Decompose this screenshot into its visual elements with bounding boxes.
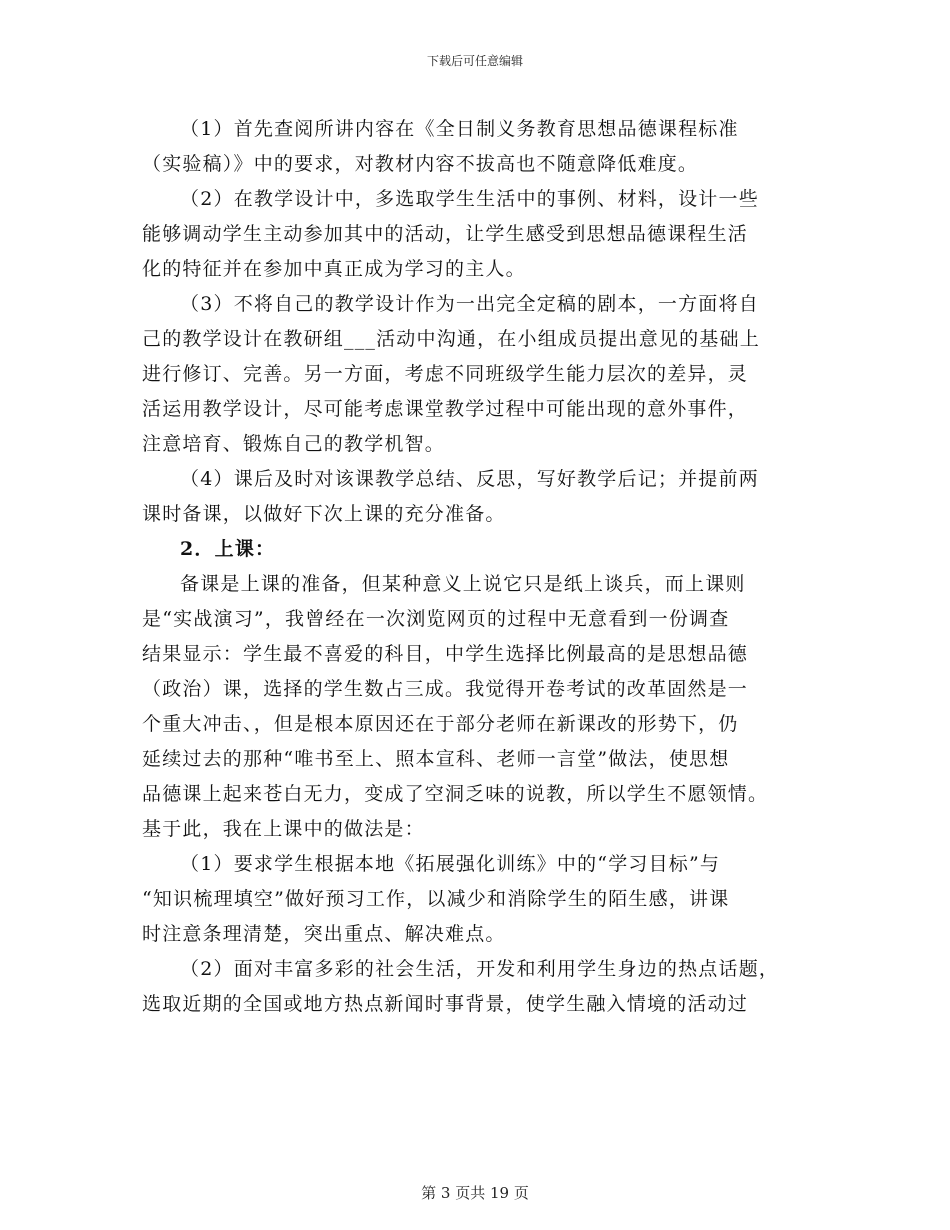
page-footer: 第 3 页共 19 页 <box>421 1184 529 1202</box>
text-line: （政治）课，选择的学生数占三成。我觉得开卷考试的改革固然是一 <box>142 678 749 700</box>
text-line: （2）在教学设计中，多选取学生生活中的事例、材料，设计一些 <box>180 188 759 210</box>
text-line: 是“实战演习”，我曾经在一次浏览网页的过程中无意看到一份调查 <box>142 608 730 630</box>
text-line: （1）首先查阅所讲内容在《全日制义务教育思想品德课程标准 <box>180 118 739 140</box>
text-line: 课时备课，以做好下次上课的充分准备。 <box>142 503 506 525</box>
text-line: （4）课后及时对该课教学总结、反思，写好教学后记；并提前两 <box>180 468 759 490</box>
text-line: 基于此，我在上课中的做法是： <box>142 818 425 840</box>
text-line: （3）不将自己的教学设计作为一出完全定稿的剧本，一方面将自 <box>180 293 759 315</box>
section-heading: 2．上课： <box>180 538 276 560</box>
text-line: 备课是上课的准备，但某种意义上说它只是纸上谈兵，而上课则 <box>180 573 746 595</box>
text-line: 个重大冲击、，但是根本原因还在于部分老师在新课改的形势下，仍 <box>142 713 739 735</box>
document-body <box>142 112 832 1022</box>
text-line: 进行修订、完善。另一方面，考虑不同班级学生能力层次的差异，灵 <box>142 363 749 385</box>
text-line: 延续过去的那种“唯书至上、照本宣科、老师一言堂”做法，使思想 <box>142 748 730 770</box>
text-line: （2）面对丰富多彩的社会生活，开发和利用学生身边的热点话题， <box>180 958 780 980</box>
text-line: （1）要求学生根据本地《拓展强化训练》中的“学习目标”与 <box>180 853 721 875</box>
text-line: 活运用教学设计，尽可能考虑课堂教学过程中可能出现的意外事件， <box>142 398 749 420</box>
text-line: 品德课上起来苍白无力，变成了空洞乏味的说教，所以学生不愿领情。 <box>142 783 769 805</box>
text-line: 时注意条理清楚，突出重点、解决难点。 <box>142 923 506 945</box>
text-line: 己的教学设计在教研组___活动中沟通，在小组成员提出意见的基础上 <box>142 328 760 350</box>
text-line: 注意培育、锻炼自己的教学机智。 <box>142 433 446 455</box>
text-line: 化的特征并在参加中真正成为学习的主人。 <box>142 258 526 280</box>
text-line: “知识梳理填空”做好预习工作，以减少和消除学生的陌生感，讲课 <box>142 888 730 910</box>
page-header: 下载后可任意编辑 <box>426 54 523 68</box>
text-line: （实验稿）》中的要求，对教材内容不拔高也不随意降低难度。 <box>142 153 699 175</box>
text-line: 结果显示：学生最不喜爱的科目，中学生选择比例最高的是思想品德 <box>142 643 749 665</box>
text-line: 能够调动学生主动参加其中的活动，让学生感受到思想品德课程生活 <box>142 223 749 245</box>
text-line: 选取近期的全国或地方热点新闻时事背景，使学生融入情境的活动过 <box>142 993 749 1015</box>
